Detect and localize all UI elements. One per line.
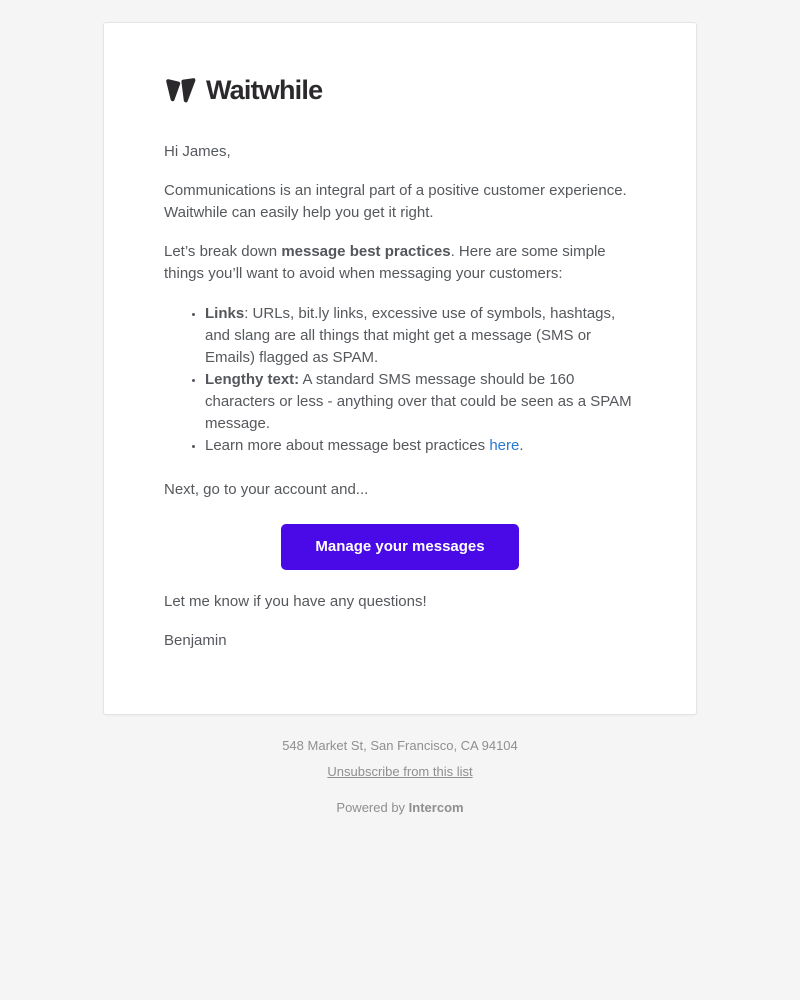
- links-rest: : URLs, bit.ly links, excessive use of symbols, hashtags, and slang are all things that might get a message (SMS or Emails) flagged as SPAM.: [205, 305, 616, 366]
- intro-paragraph: Communications is an integral part of a positive customer experience. Waitwhile can easily help you get it right.: [164, 182, 627, 221]
- company-address-text: 548 Market St, San Francisco, CA 94104: [282, 738, 518, 753]
- unsubscribe-row: [0, 764, 800, 780]
- unsubscribe-link[interactable]: Unsubscribe from this list: [327, 764, 473, 779]
- breakdown-bold: message best practices: [281, 243, 451, 260]
- waitwhile-logo-icon: [164, 76, 197, 105]
- powered-by-prefix: Powered by: [336, 800, 409, 815]
- cta-row: [164, 524, 636, 570]
- powered-by-row: [0, 800, 800, 816]
- lengthy-bold: Lengthy text:: [205, 371, 300, 388]
- waitwhile-logo: [164, 76, 636, 105]
- list-item-links: [205, 303, 636, 369]
- lengthy-rest: A standard SMS message should be 160 characters or less - anything over that could be seen as a SPAM message.: [205, 371, 632, 432]
- intercom-brand-text: Intercom: [408, 800, 464, 815]
- signature-text: Benjamin: [164, 632, 227, 649]
- best-practices-list: [164, 303, 636, 457]
- manage-messages-button[interactable]: Manage your messages: [281, 524, 518, 570]
- learn-more-pre: Learn more about message best practices: [205, 437, 490, 454]
- links-bold: Links: [205, 305, 245, 322]
- next-step-text: Next, go to your account and...: [164, 481, 369, 498]
- email-card: [103, 22, 697, 715]
- greeting-text: Hi James,: [164, 143, 231, 160]
- email-footer: [0, 715, 800, 816]
- closing-text: Let me know if you have any questions!: [164, 593, 427, 610]
- list-item-learn-more: [205, 435, 636, 457]
- list-item-lengthy-text: [205, 369, 636, 435]
- breakdown-pre: Let’s break down: [164, 243, 282, 260]
- breakdown-post: . Here are some simple things you’ll want to avoid when messaging your customers:: [164, 243, 606, 282]
- here-link[interactable]: here: [489, 437, 520, 454]
- breakdown-paragraph: [164, 241, 636, 285]
- waitwhile-logo-text: Waitwhile: [206, 75, 323, 105]
- learn-more-post: .: [519, 437, 524, 454]
